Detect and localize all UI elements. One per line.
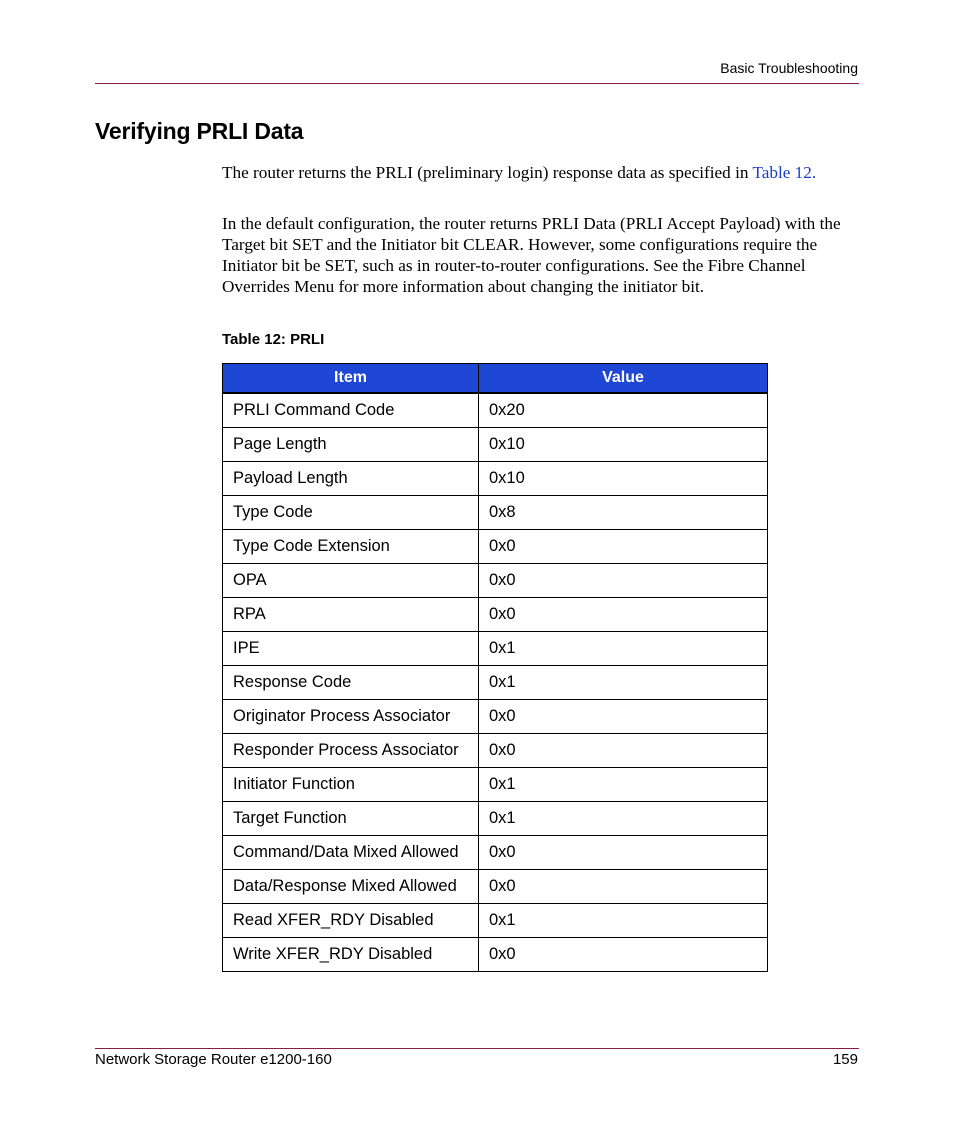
running-header: Basic Troubleshooting [720, 60, 858, 76]
cell-item: Write XFER_RDY Disabled [223, 938, 479, 972]
table-row [223, 496, 768, 530]
table-row [223, 530, 768, 564]
intro-text: The router returns the PRLI (preliminary login) response data as specified in [222, 163, 753, 182]
cell-value: 0x1 [479, 904, 768, 938]
table-row [223, 462, 768, 496]
cell-value: 0x0 [479, 530, 768, 564]
column-header-item: Item [223, 364, 479, 394]
cell-value: 0x1 [479, 666, 768, 700]
table-row [223, 836, 768, 870]
footer-rule [95, 1048, 859, 1049]
cell-value: 0x8 [479, 496, 768, 530]
table-row [223, 938, 768, 972]
table-row [223, 393, 768, 428]
cell-value: 0x1 [479, 802, 768, 836]
cell-item: Payload Length [223, 462, 479, 496]
intro-period: . [811, 163, 817, 182]
cell-value: 0x0 [479, 938, 768, 972]
footer-doc-title: Network Storage Router e1200-160 [95, 1051, 332, 1068]
cell-value: 0x20 [479, 393, 768, 428]
prli-table [222, 363, 768, 972]
cell-item: Read XFER_RDY Disabled [223, 904, 479, 938]
table-row [223, 870, 768, 904]
cell-value: 0x0 [479, 700, 768, 734]
column-header-value: Value [479, 364, 768, 394]
table-row [223, 700, 768, 734]
table-row [223, 666, 768, 700]
cell-item: Responder Process Associator [223, 734, 479, 768]
cell-item: OPA [223, 564, 479, 598]
table-body [223, 393, 768, 972]
cell-item: PRLI Command Code [223, 393, 479, 428]
table-row [223, 598, 768, 632]
table-row [223, 564, 768, 598]
cell-item: RPA [223, 598, 479, 632]
table-row [223, 768, 768, 802]
cell-value: 0x0 [479, 870, 768, 904]
cell-value: 0x10 [479, 462, 768, 496]
cell-item: Data/Response Mixed Allowed [223, 870, 479, 904]
default-config-paragraph: In the default configuration, the router returns PRLI Data (PRLI Accept Payload) with the Target bit SET and the Initiator bit CLEAR. However, some configurations require the Initiator bit be SET, such as in router-to-router configurations. See the Fibre Channel Overrides Menu for more information about changing the initiator bit. [222, 214, 841, 296]
section-title: Verifying PRLI Data [95, 118, 304, 144]
cell-item: Command/Data Mixed Allowed [223, 836, 479, 870]
table-caption: Table 12: PRLI [222, 331, 325, 348]
table-row [223, 734, 768, 768]
header-rule [95, 83, 859, 84]
cell-value: 0x10 [479, 428, 768, 462]
cell-value: 0x1 [479, 632, 768, 666]
cell-item: Originator Process Associator [223, 700, 479, 734]
cell-item: Initiator Function [223, 768, 479, 802]
cell-item: Type Code Extension [223, 530, 479, 564]
table-row [223, 632, 768, 666]
cell-value: 0x0 [479, 598, 768, 632]
cell-value: 0x0 [479, 836, 768, 870]
cell-item: IPE [223, 632, 479, 666]
table-12-link[interactable]: Table 12 [752, 163, 812, 182]
intro-paragraph [222, 162, 862, 183]
table-row [223, 428, 768, 462]
cell-item: Response Code [223, 666, 479, 700]
footer-page-number: 159 [832, 1051, 858, 1068]
table-row [223, 904, 768, 938]
cell-value: 0x0 [479, 734, 768, 768]
cell-item: Type Code [223, 496, 479, 530]
cell-value: 0x0 [479, 564, 768, 598]
table-row [223, 802, 768, 836]
cell-item: Page Length [223, 428, 479, 462]
table-header-row [223, 364, 768, 394]
cell-value: 0x1 [479, 768, 768, 802]
cell-item: Target Function [223, 802, 479, 836]
